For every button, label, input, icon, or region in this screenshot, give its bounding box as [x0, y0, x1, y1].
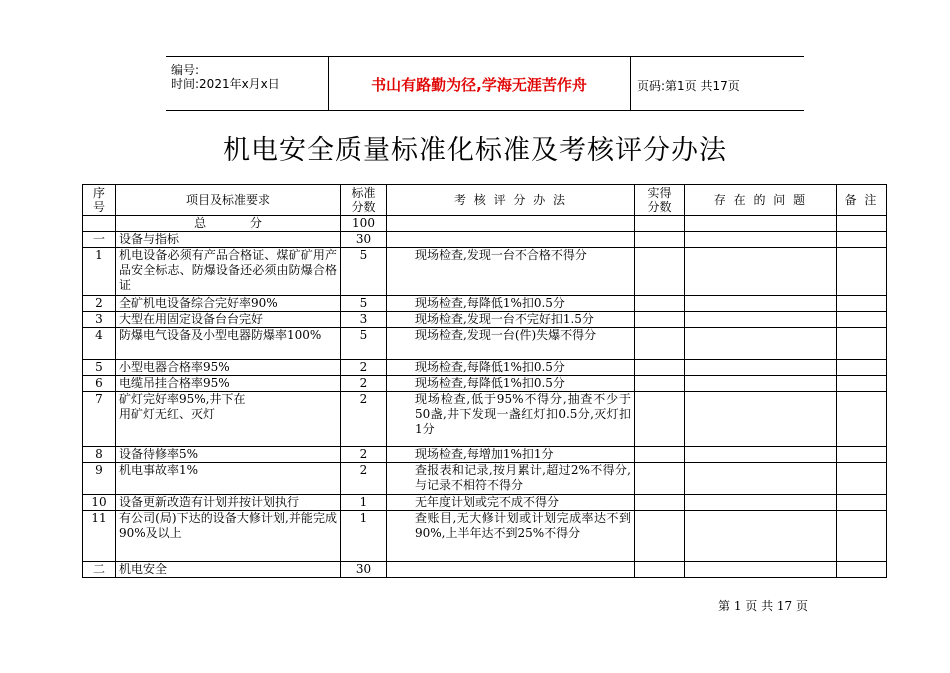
row-actual: [635, 312, 685, 328]
header-item: 项目及标准要求: [116, 185, 341, 216]
row-score: 1: [341, 495, 387, 511]
row-notes: [837, 312, 887, 328]
row-item: 全矿机电设备综合完好率90%: [116, 296, 341, 312]
row-item: 机电事故率1%: [116, 463, 341, 495]
row-notes: [837, 463, 887, 495]
row-method: 无年度计划或完不成不得分: [387, 495, 635, 511]
row-seq: 10: [83, 495, 116, 511]
row-actual: [635, 562, 685, 578]
header-actual-score: 实得 分数: [635, 185, 685, 216]
row-problems: [685, 232, 837, 248]
row-method: 现场检查,每降低1%扣0.5分: [387, 376, 635, 392]
header-bottom-rule: [166, 110, 804, 111]
row-problems: [685, 328, 837, 360]
table-row: [83, 463, 887, 495]
row-item: 设备与指标: [116, 232, 341, 248]
table-row: [83, 562, 887, 578]
row-seq: 6: [83, 376, 116, 392]
row-item: 机电安全: [116, 562, 341, 578]
row-item: 设备更新改造有计划并按计划执行: [116, 495, 341, 511]
row-problems: [685, 495, 837, 511]
row-problems: [685, 296, 837, 312]
row-notes: [837, 248, 887, 296]
row-problems: [685, 376, 837, 392]
row-method: 现场检查,发现一台不合格不得分: [387, 248, 635, 296]
row-actual: [635, 511, 685, 562]
header-seq: 序 号: [83, 185, 116, 216]
row-notes: [837, 562, 887, 578]
table-row: [83, 511, 887, 562]
row-notes: [837, 495, 887, 511]
row-method: 现场检查,每降低1%扣0.5分: [387, 296, 635, 312]
row-item: 小型电器合格率95%: [116, 360, 341, 376]
row-score: 2: [341, 463, 387, 495]
row-notes: [837, 360, 887, 376]
row-score: 5: [341, 328, 387, 360]
row-actual: [635, 463, 685, 495]
row-actual: [635, 248, 685, 296]
doc-number-label: 编号:: [171, 63, 200, 77]
row-score: 5: [341, 248, 387, 296]
row-notes: [837, 392, 887, 447]
row-method: 现场检查,发现一台(件)失爆不得分: [387, 328, 635, 360]
row-score: 3: [341, 312, 387, 328]
row-item: 有公司(局)下达的设备大修计划,并能完成90%及以上: [116, 511, 341, 562]
row-actual: [635, 360, 685, 376]
row-actual: [635, 232, 685, 248]
header-method: 考 核 评 分 办 法: [387, 185, 635, 216]
row-problems: [685, 463, 837, 495]
row-method: 现场检查,每增加1%扣1分: [387, 447, 635, 463]
row-score: 2: [341, 447, 387, 463]
row-notes: [837, 232, 887, 248]
table-row: [83, 495, 887, 511]
header-std-score: 标准 分数: [341, 185, 387, 216]
row-seq: 11: [83, 511, 116, 562]
row-method: [387, 562, 635, 578]
header-problems: 存 在 的 问 题: [685, 185, 837, 216]
row-item: 电缆吊挂合格率95%: [116, 376, 341, 392]
row-notes: [837, 296, 887, 312]
table-row: [83, 232, 887, 248]
page-footer: 第 1 页 共 17 页: [718, 599, 808, 613]
row-item: 设备待修率5%: [116, 447, 341, 463]
table-row: [83, 296, 887, 312]
row-score: 30: [341, 232, 387, 248]
total-problems: [685, 216, 837, 232]
header-page-info: 页码:第1页 共17页: [637, 79, 740, 93]
table-row: [83, 248, 887, 296]
row-seq: 8: [83, 447, 116, 463]
row-actual: [635, 447, 685, 463]
row-score: 2: [341, 392, 387, 447]
row-method: 现场检查,每降低1%扣0.5分: [387, 360, 635, 376]
header-divider-right: [630, 56, 631, 110]
row-method: [387, 232, 635, 248]
row-notes: [837, 447, 887, 463]
row-score: 2: [341, 376, 387, 392]
total-actual: [635, 216, 685, 232]
table-row: [83, 328, 887, 360]
row-problems: [685, 511, 837, 562]
table-row: [83, 360, 887, 376]
row-seq: 1: [83, 248, 116, 296]
header-notes: 备 注: [837, 185, 887, 216]
row-method: 查报表和记录,按月累计,超过2%不得分,与记录不相符不得分: [387, 463, 635, 495]
table-row: [83, 376, 887, 392]
row-method: 现场检查,发现一台不完好扣1.5分: [387, 312, 635, 328]
row-actual: [635, 328, 685, 360]
header-top-rule: [166, 56, 804, 57]
row-score: 30: [341, 562, 387, 578]
table-header-row: [83, 185, 887, 216]
row-method: 查账目,无大修计划或计划完成率达不到90%,上半年达不到25%不得分: [387, 511, 635, 562]
total-seq: [83, 216, 116, 232]
row-problems: [685, 562, 837, 578]
row-method: 现场检查,低于95%不得分,抽查不少于50盏,井下发现一盏红灯扣0.5分,灭灯扣1分: [387, 392, 635, 447]
row-actual: [635, 296, 685, 312]
scoring-table: [82, 184, 887, 578]
table-row: [83, 312, 887, 328]
total-label: 总 分: [116, 216, 341, 232]
document-title: 机电安全质量标准化标准及考核评分办法: [223, 135, 727, 166]
row-seq: 一: [83, 232, 116, 248]
row-problems: [685, 312, 837, 328]
row-item: 矿灯完好率95%,井下在 用矿灯无红、灭灯: [116, 392, 341, 447]
total-score: 100: [341, 216, 387, 232]
row-seq: 5: [83, 360, 116, 376]
row-actual: [635, 376, 685, 392]
total-row: [83, 216, 887, 232]
row-item: 大型在用固定设备台台完好: [116, 312, 341, 328]
row-seq: 二: [83, 562, 116, 578]
table-row: [83, 392, 887, 447]
table-row: [83, 447, 887, 463]
row-seq: 3: [83, 312, 116, 328]
row-seq: 9: [83, 463, 116, 495]
row-problems: [685, 360, 837, 376]
doc-date-label: 时间:2021年x月x日: [171, 77, 280, 91]
row-seq: 2: [83, 296, 116, 312]
row-seq: 4: [83, 328, 116, 360]
row-actual: [635, 495, 685, 511]
row-item: 机电设备必须有产品合格证、煤矿矿用产品安全标志、防爆设备还必须由防爆合格证: [116, 248, 341, 296]
row-problems: [685, 248, 837, 296]
motto-text: 书山有路勤为径,学海无涯苦作舟: [371, 76, 587, 94]
row-score: 2: [341, 360, 387, 376]
row-notes: [837, 511, 887, 562]
row-item: 防爆电气设备及小型电器防爆率100%: [116, 328, 341, 360]
row-score: 5: [341, 296, 387, 312]
row-notes: [837, 328, 887, 360]
total-notes: [837, 216, 887, 232]
row-problems: [685, 392, 837, 447]
row-seq: 7: [83, 392, 116, 447]
total-method: [387, 216, 635, 232]
row-score: 1: [341, 511, 387, 562]
row-problems: [685, 447, 837, 463]
row-actual: [635, 392, 685, 447]
row-notes: [837, 376, 887, 392]
